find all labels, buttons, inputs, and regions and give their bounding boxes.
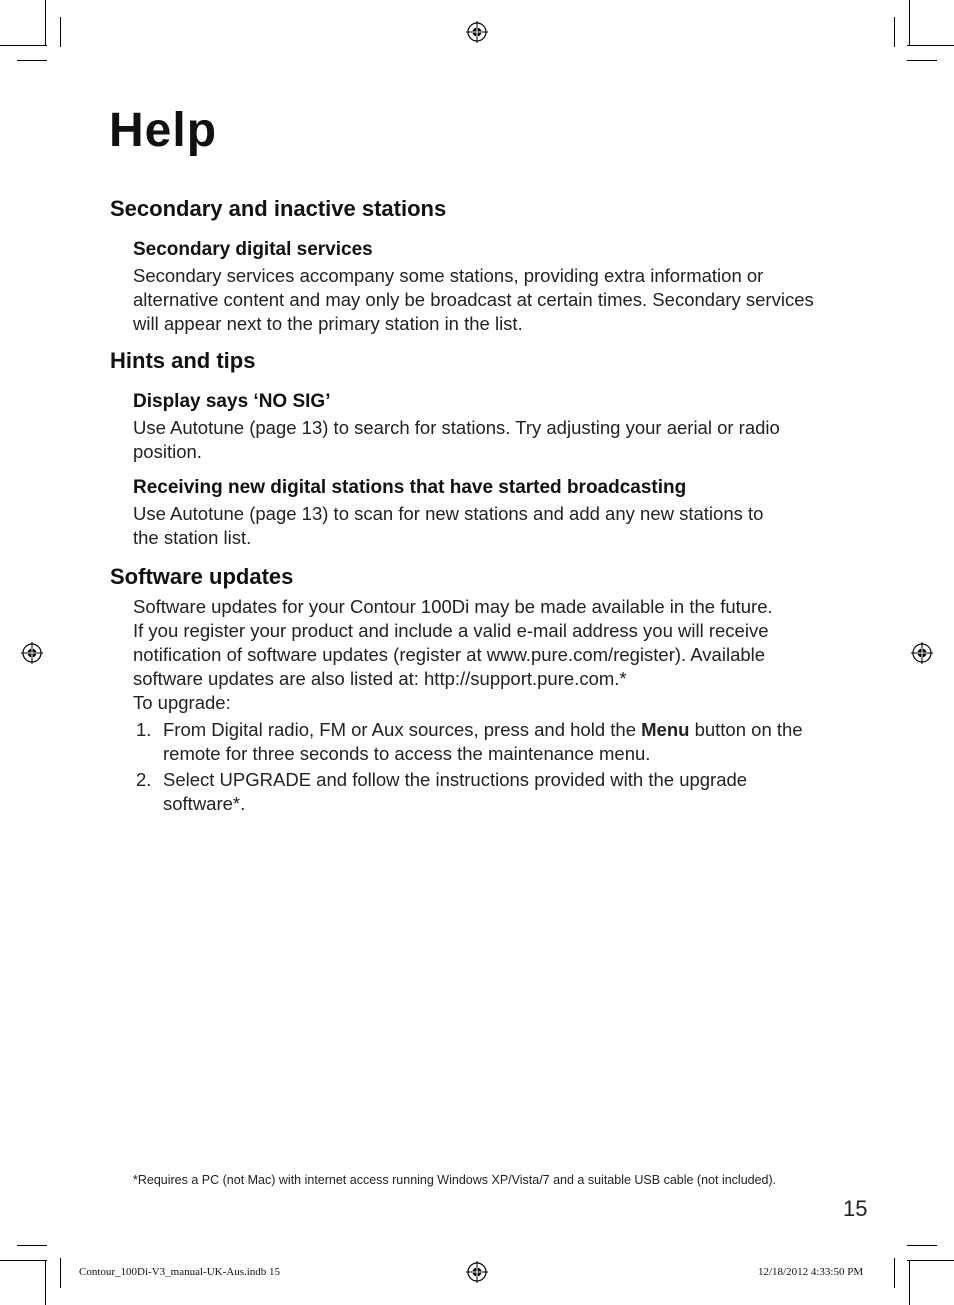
sub-heading-secondary-digital-services: Secondary digital services	[133, 239, 373, 260]
list-item-body	[163, 768, 747, 816]
section-heading-software: Software updates	[110, 564, 294, 589]
paragraph-secondary-services	[133, 264, 853, 336]
crop-mark-top-right-v2	[909, 0, 910, 45]
paragraph-no-sig	[133, 416, 853, 464]
crop-mark-top-left-v2	[45, 0, 46, 45]
footnote: *Requires a PC (not Mac) with internet access running Windows XP/Vista/7 and a suitable USB cable (not included).	[133, 1173, 777, 1187]
crop-mark-bottom-left-h	[17, 1245, 47, 1246]
page-title: Help	[109, 104, 218, 157]
paragraph-line: To upgrade:	[133, 692, 231, 713]
paragraph-line: notification of software updates (register at www.pure.com/register). Available	[133, 644, 766, 665]
crop-mark-bottom-right-v	[909, 1260, 910, 1305]
list-item-line	[163, 718, 803, 742]
crop-mark-bottom-right-v2	[894, 1258, 895, 1288]
list-number: 1.	[136, 719, 152, 740]
registration-mark-top-icon	[466, 21, 488, 43]
crop-mark-top-left-h2	[17, 60, 47, 61]
paragraph-line: Secondary services accompany some stations, providing extra information or	[133, 265, 764, 286]
crop-mark-bottom-right-h2	[907, 1260, 954, 1261]
paragraph-software-updates	[133, 595, 853, 715]
paragraph-line: the station list.	[133, 527, 252, 548]
sub-heading-new-stations: Receiving new digital stations that have started broadcasting	[133, 477, 687, 498]
step-text: button on the	[689, 719, 803, 740]
sub-heading-no-sig: Display says ‘NO SIG’	[133, 391, 331, 412]
list-item-body	[163, 718, 803, 766]
crop-mark-top-right-h2	[907, 60, 937, 61]
paragraph-line: alternative content and may only be broadcast at certain times. Secondary services	[133, 289, 814, 310]
paragraph-line: Software updates for your Contour 100Di may be made available in the future.	[133, 596, 773, 617]
paragraph-new-stations	[133, 502, 853, 550]
page-number: 15	[843, 1196, 868, 1221]
crop-mark-bottom-right-h	[907, 1245, 937, 1246]
crop-mark-bottom-left-h2	[0, 1260, 47, 1261]
paragraph-line: position.	[133, 441, 202, 462]
menu-button-label: Menu	[641, 719, 690, 740]
slug-filename: Contour_100Di-V3_manual-UK-Aus.indb 15	[79, 1266, 281, 1278]
crop-mark-top-right-v	[894, 17, 895, 47]
slug-timestamp: 12/18/2012 4:33:50 PM	[758, 1266, 864, 1278]
paragraph-line: Use Autotune (page 13) to scan for new stations and add any new stations to	[133, 503, 764, 524]
paragraph-line: Use Autotune (page 13) to search for stations. Try adjusting your aerial or radio	[133, 417, 780, 438]
step-text: From Digital radio, FM or Aux sources, press and hold the	[163, 719, 642, 740]
section-heading-hints: Hints and tips	[110, 348, 256, 373]
paragraph-line: will appear next to the primary station in the list.	[133, 313, 523, 334]
paragraph-line: software updates are also listed at: http://support.pure.com.*	[133, 668, 627, 689]
crop-mark-bottom-left-v2	[60, 1258, 61, 1288]
crop-mark-top-left-v	[60, 17, 61, 47]
list-item-line: remote for three seconds to access the maintenance menu.	[163, 743, 651, 764]
crop-mark-top-right-h	[907, 45, 954, 46]
section-heading-secondary: Secondary and inactive stations	[110, 196, 447, 221]
crop-mark-top-left-h	[0, 45, 47, 46]
crop-mark-bottom-left-v	[45, 1260, 46, 1305]
paragraph-line: If you register your product and include a valid e-mail address you will receive	[133, 620, 769, 641]
list-item-line: software*.	[163, 793, 246, 814]
registration-mark-bottom-icon	[466, 1261, 488, 1283]
registration-mark-right-icon	[911, 642, 933, 664]
list-item-line: Select UPGRADE and follow the instructions provided with the upgrade	[163, 769, 748, 790]
list-number: 2.	[136, 769, 152, 790]
registration-mark-left-icon	[21, 642, 43, 664]
